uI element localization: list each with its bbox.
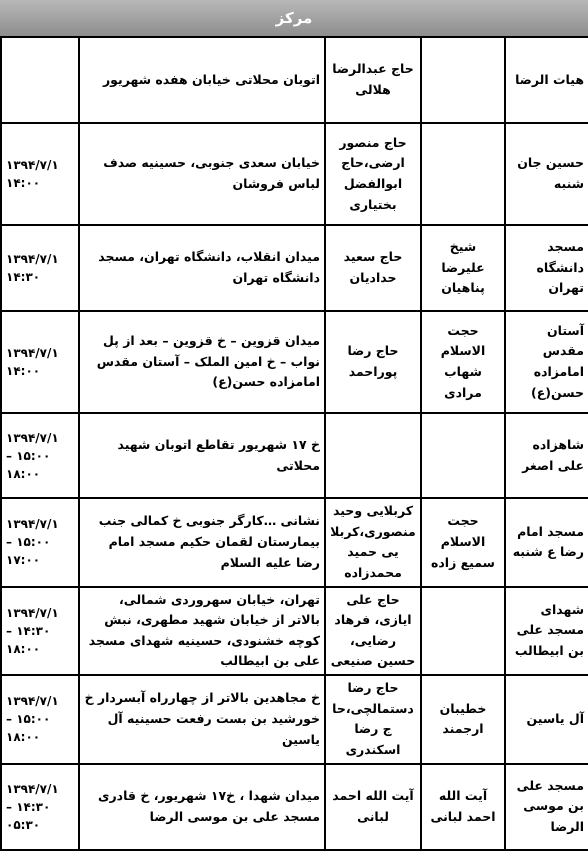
eulogist-cell: آیت الله احمد لبانی — [325, 764, 421, 850]
speaker-cell: آیت الله احمد لبانی — [421, 764, 505, 850]
address-cell: خ مجاهدین بالاتر از چهارراه آبسردار خ خورشید بن بست رفعت حسینیه آل یاسین — [79, 675, 325, 764]
group-name-cell: مسجد امام رضا ع شنبه — [505, 498, 588, 587]
eulogist-cell: حاج سعید حدادیان — [325, 225, 421, 311]
table-row — [1, 413, 588, 498]
table-row — [1, 225, 588, 311]
table-row — [1, 498, 588, 587]
eulogist-cell — [325, 413, 421, 498]
section-title: مرکز — [275, 9, 313, 27]
table-row — [1, 311, 588, 413]
time-cell: ۱۳۹۴/۷/۱ ۱۴:۰۰ — [1, 311, 79, 413]
eulogist-cell: حاج منصور ارضی،حاج ابوالفضل بختیاری — [325, 123, 421, 225]
group-name-cell: مسجد دانشگاه تهران — [505, 225, 588, 311]
address-cell: خ ۱۷ شهریور تقاطع اتوبان شهید محلاتی — [79, 413, 325, 498]
time-cell: ۱۳۹۴/۷/۱ ۱۵:۰۰ – ۱۷:۰۰ — [1, 498, 79, 587]
section-header — [0, 0, 588, 37]
eulogist-cell: حاج رضا دستمالچی،حاج رضا اسکندری — [325, 675, 421, 764]
schedule-table — [0, 36, 588, 851]
table-row — [1, 587, 588, 676]
group-name-cell: مسجد علی بن موسی الرضا — [505, 764, 588, 850]
speaker-cell: حجت الاسلام شهاب مرادی — [421, 311, 505, 413]
group-name-cell: آل یاسین — [505, 675, 588, 764]
speaker-cell — [421, 123, 505, 225]
eulogist-cell: حاج رضا پوراحمد — [325, 311, 421, 413]
address-cell: تهران، خیابان سهروردی شمالی، بالاتر از خیابان شهید مطهری، نبش کوچه خشنودی، حسینیه شهدای مسجد علی بن ابیطالب — [79, 587, 325, 676]
eulogist-cell: حاج عبدالرضا هلالی — [325, 37, 421, 123]
speaker-cell: شیخ علیرضا پناهیان — [421, 225, 505, 311]
speaker-cell — [421, 587, 505, 676]
time-cell: ۱۳۹۴/۷/۱ ۱۵:۰۰ – ۱۸:۰۰ — [1, 675, 79, 764]
speaker-cell: حجت الاسلام سمیع زاده — [421, 498, 505, 587]
group-name-cell: حسین جان شنبه — [505, 123, 588, 225]
time-cell: ۱۳۹۴/۷/۱ ۱۵:۰۰ – ۱۸:۰۰ — [1, 413, 79, 498]
table-row — [1, 764, 588, 850]
table-row — [1, 123, 588, 225]
time-cell — [1, 37, 79, 123]
time-cell: ۱۳۹۴/۷/۱ ۱۴:۳۰ – ۱۸:۰۰ — [1, 587, 79, 676]
time-cell: ۱۳۹۴/۷/۱ ۱۴:۳۰ — [1, 225, 79, 311]
table-row — [1, 37, 588, 123]
eulogist-cell: حاج علی ایازی، فرهاد رضایی، حسین صنیعی — [325, 587, 421, 676]
group-name-cell: هیات الرضا — [505, 37, 588, 123]
eulogist-cell: کربلایی وحید منصوری،کربلایی حمید محمدزاده — [325, 498, 421, 587]
table-row — [1, 675, 588, 764]
address-cell: میدان انقلاب، دانشگاه تهران، مسجد دانشگاه تهران — [79, 225, 325, 311]
group-name-cell: شاهزاده علی اصغر — [505, 413, 588, 498]
time-cell: ۱۳۹۴/۷/۱ ۱۴:۳۰ – ۰۵:۳۰ — [1, 764, 79, 850]
address-cell: نشانی …کارگر جنوبی خ کمالی جنب بیمارستان لقمان حکیم مسجد امام رضا علیه السلام — [79, 498, 325, 587]
address-cell: اتوبان محلاتی خیابان هفده شهریور — [79, 37, 325, 123]
speaker-cell — [421, 413, 505, 498]
speaker-cell — [421, 37, 505, 123]
speaker-cell: خطیبان ارجمند — [421, 675, 505, 764]
address-cell: میدان شهدا ، خ۱۷ شهریور، خ قادری مسجد علی بن موسی الرضا — [79, 764, 325, 850]
time-cell: ۱۳۹۴/۷/۱ ۱۴:۰۰ — [1, 123, 79, 225]
address-cell: میدان قزوین – خ قزوین – بعد از پل نواب – خ امین الملک – آستان مقدس امامزاده حسن(ع) — [79, 311, 325, 413]
group-name-cell: آستان مقدس امامزاده حسن(ع) — [505, 311, 588, 413]
address-cell: خیابان سعدی جنوبی، حسینیه صدف لباس فروشان — [79, 123, 325, 225]
group-name-cell: شهدای مسجد علی بن ابیطالب — [505, 587, 588, 676]
